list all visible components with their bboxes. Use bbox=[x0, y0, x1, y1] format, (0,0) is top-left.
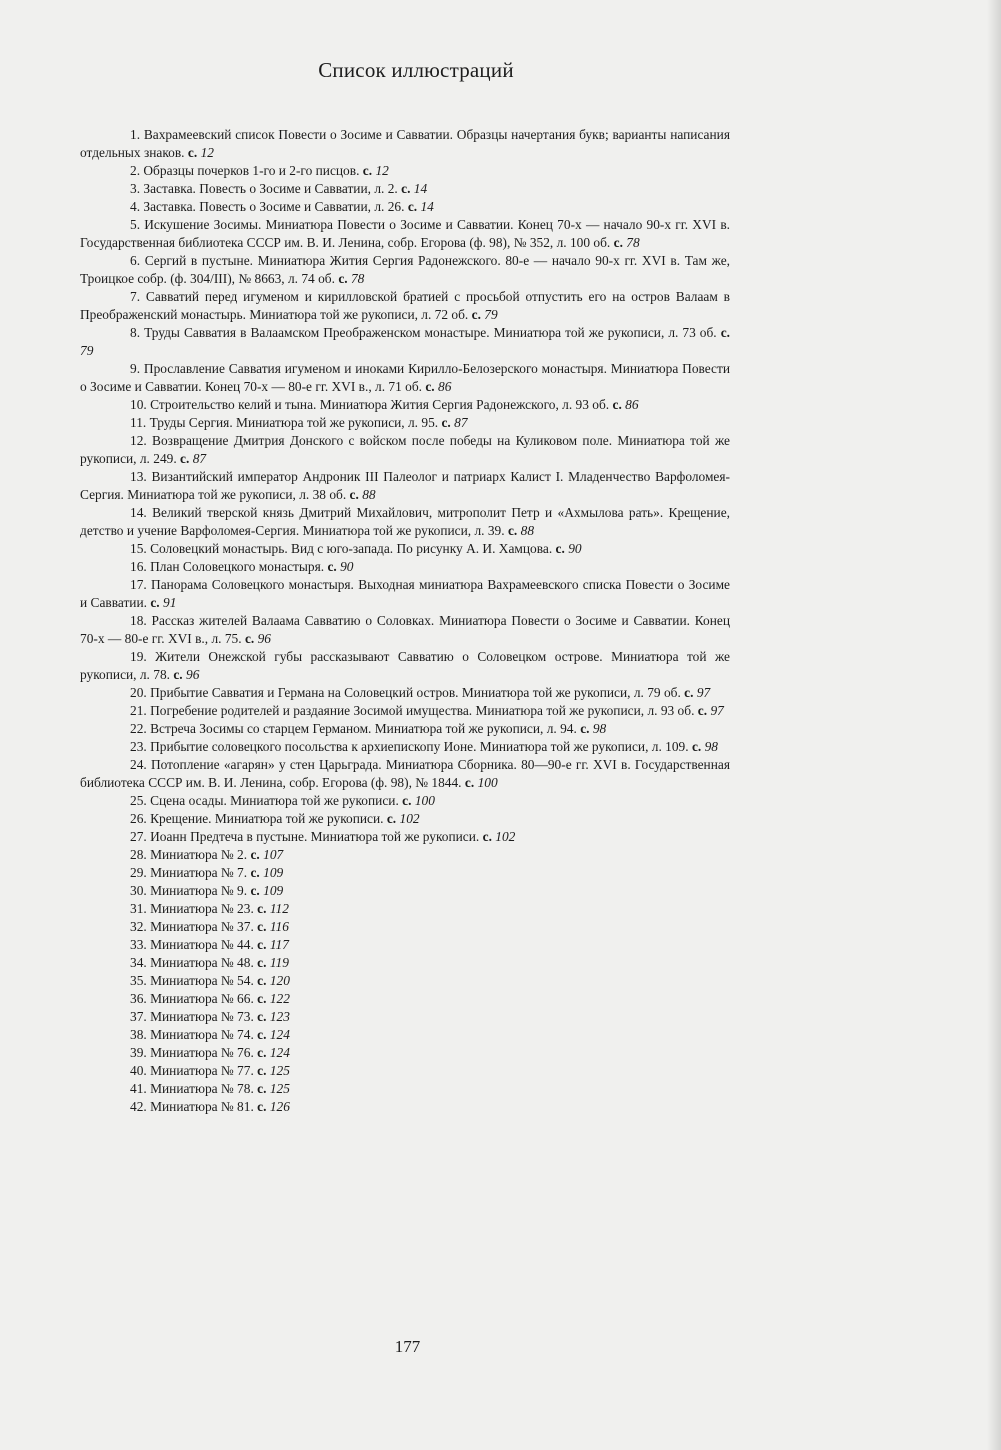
list-item bbox=[80, 432, 730, 468]
list-item bbox=[80, 990, 730, 1008]
item-page-number: 88 bbox=[362, 487, 376, 502]
list-item bbox=[80, 504, 730, 540]
list-item bbox=[80, 360, 730, 396]
list-item bbox=[80, 882, 730, 900]
item-page-prefix: с. bbox=[244, 631, 255, 646]
item-page-number: 117 bbox=[269, 937, 289, 952]
item-page-number: 14 bbox=[413, 181, 428, 196]
item-page-prefix: с. bbox=[257, 1081, 267, 1096]
list-item bbox=[80, 918, 730, 936]
item-text: 20. Прибытие Савватия и Германа на Соловецкий остров. Миниатюра той же рукописи, л. 79 об. bbox=[130, 685, 681, 700]
list-item bbox=[80, 180, 730, 198]
item-page-prefix: с. bbox=[257, 1099, 267, 1114]
item-text: 25. Сцена осады. Миниатюра той же рукописи. bbox=[130, 793, 399, 808]
item-page-prefix: с. bbox=[173, 667, 183, 682]
item-page-prefix: с. bbox=[257, 1027, 267, 1042]
item-page-number: 126 bbox=[269, 1099, 290, 1114]
item-page-prefix: с. bbox=[362, 163, 373, 178]
item-page-prefix: с. bbox=[471, 307, 481, 322]
item-page-prefix: с. bbox=[580, 721, 590, 736]
item-page-number: 102 bbox=[495, 829, 516, 844]
list-item bbox=[80, 1044, 730, 1062]
item-text: 17. Панорама Соловецкого монастыря. Выходная миниатюра Вахрамеевского списка Повести о Зосиме и Савватии. bbox=[80, 577, 730, 610]
item-text: 32. Миниатюра № 37. bbox=[130, 919, 254, 934]
list-item bbox=[80, 540, 730, 558]
list-item bbox=[80, 414, 730, 432]
item-page-number: 12 bbox=[200, 145, 214, 160]
item-page-prefix: с. bbox=[250, 883, 260, 898]
item-page-number: 123 bbox=[269, 1009, 290, 1024]
list-item bbox=[80, 1080, 730, 1098]
item-text: 12. Возвращение Дмитрия Донского с войском после победы на Куликовом поле. Миниатюра той же рукописи, л. 249. bbox=[80, 433, 730, 466]
list-item bbox=[80, 1098, 730, 1116]
item-page-number: 97 bbox=[696, 685, 711, 700]
item-text: 8. Труды Савватия в Валаамском Преображенском монастыре. Миниатюра той же рукописи, л. 73 об. bbox=[130, 325, 717, 340]
item-page-prefix: с. bbox=[507, 523, 518, 538]
item-text: 6. Сергий в пустыне. Миниатюра Жития Сергия Радонежского. 80-е — начало 90-х гг. XVI в. Там же, Троицкое собр. (ф. 304/III), № 8663, л. 74 об. bbox=[80, 253, 730, 286]
item-text: 18. Рассказ жителей Валаама Савватию о Соловках. Миниатюра Повести о Зосиме и Савватии. Конец 70-х — 80-е гг. XVI в., л. 75. bbox=[80, 613, 730, 646]
list-item bbox=[80, 468, 730, 504]
item-page-prefix: с. bbox=[482, 829, 492, 844]
item-text: 9. Прославление Савватия игуменом и иноками Кирилло-Белозерского монастыря. Миниатюра Повести о Зосиме и Савватии. Конец 70-х — 80-е гг. XVI в., л. 71 об. bbox=[80, 361, 730, 394]
item-text: 26. Крещение. Миниатюра той же рукописи. bbox=[130, 811, 384, 826]
item-text: 14. Великий тверской князь Дмитрий Михайлович, митрополит Петр и «Ахмылова рать». Крещение, детство и учение Варфоломея-Сергия. Миниатюра той же рукописи, л. 39. bbox=[80, 505, 730, 538]
item-text: 34. Миниатюра № 48. bbox=[130, 955, 254, 970]
item-page-prefix: с. bbox=[684, 685, 694, 700]
item-page-number: 120 bbox=[269, 973, 290, 988]
item-page-prefix: с. bbox=[338, 271, 348, 286]
list-item bbox=[80, 756, 730, 792]
item-text: 13. Византийский император Андроник III Палеолог и патриарх Калист I. Младенчество Варфоломея-Сергия. Миниатюра той же рукописи, л. 38 об. bbox=[80, 469, 730, 502]
item-text: 40. Миниатюра № 77. bbox=[130, 1063, 254, 1078]
list-item bbox=[80, 162, 730, 180]
item-text: 4. Заставка. Повесть о Зосиме и Савватии, л. 26. bbox=[130, 199, 405, 214]
list-item bbox=[80, 324, 730, 360]
item-page-number: 88 bbox=[520, 523, 535, 538]
item-page-prefix: с. bbox=[327, 559, 337, 574]
item-text: 15. Соловецкий монастырь. Вид с юго-запада. По рисунку А. И. Хамцова. bbox=[130, 541, 553, 556]
item-page-prefix: с. bbox=[401, 181, 411, 196]
item-text: 41. Миниатюра № 78. bbox=[130, 1081, 254, 1096]
list-item bbox=[80, 576, 730, 612]
item-page-prefix: с. bbox=[386, 811, 397, 826]
item-page-prefix: с. bbox=[180, 451, 190, 466]
list-item bbox=[80, 648, 730, 684]
list-item bbox=[80, 720, 730, 738]
item-page-number: 12 bbox=[375, 163, 389, 178]
item-page-prefix: с. bbox=[257, 937, 267, 952]
item-page-number: 91 bbox=[163, 595, 177, 610]
item-page-prefix: с. bbox=[691, 739, 702, 754]
page-edge-shadow bbox=[987, 0, 1001, 1450]
item-page-number: 109 bbox=[263, 865, 284, 880]
item-page-number: 119 bbox=[269, 955, 289, 970]
item-text: 21. Погребение родителей и раздаяние Зосимой имущества. Миниатюра той же рукописи, л. 93 об. bbox=[130, 703, 695, 718]
item-page-number: 116 bbox=[269, 919, 289, 934]
item-page-prefix: с. bbox=[402, 793, 412, 808]
item-page-number: 86 bbox=[625, 397, 639, 412]
item-page-prefix: с. bbox=[257, 991, 267, 1006]
item-page-prefix: с. bbox=[613, 235, 623, 250]
list-item bbox=[80, 1062, 730, 1080]
item-text: 22. Встреча Зосимы со старцем Германом. Миниатюра той же рукописи, л. 94. bbox=[130, 721, 577, 736]
list-item bbox=[80, 828, 730, 846]
illustration-list bbox=[80, 126, 730, 1116]
list-item bbox=[80, 792, 730, 810]
list-item bbox=[80, 684, 730, 702]
list-item bbox=[80, 1026, 730, 1044]
list-item bbox=[80, 864, 730, 882]
item-page-prefix: с. bbox=[187, 145, 198, 160]
item-page-prefix: с. bbox=[257, 955, 267, 970]
item-text: 24. Потопление «агарян» у стен Царьграда. Миниатюра Сборника. 80—90-е гг. XVI в. Государственная библиотека СССР им. В. И. Ленина, собр. Егорова (ф. 98), № 1844. bbox=[80, 757, 730, 790]
item-page-prefix: с. bbox=[441, 415, 451, 430]
item-page-number: 112 bbox=[269, 901, 289, 916]
item-page-prefix: с. bbox=[257, 973, 267, 988]
item-page-number: 98 bbox=[592, 721, 607, 736]
item-page-prefix: с. bbox=[250, 847, 260, 862]
list-item bbox=[80, 252, 730, 288]
item-page-prefix: с. bbox=[257, 1009, 267, 1024]
item-page-number: 97 bbox=[710, 703, 724, 718]
item-page-number: 100 bbox=[414, 793, 435, 808]
item-text: 2. Образцы почерков 1-го и 2-го писцов. bbox=[130, 163, 360, 178]
item-page-number: 87 bbox=[454, 415, 468, 430]
item-text: 33. Миниатюра № 44. bbox=[130, 937, 254, 952]
item-page-prefix: с. bbox=[612, 397, 622, 412]
item-text: 30. Миниатюра № 9. bbox=[130, 883, 248, 898]
item-text: 35. Миниатюра № 54. bbox=[130, 973, 254, 988]
item-page-number: 86 bbox=[438, 379, 452, 394]
list-item bbox=[80, 612, 730, 648]
list-item bbox=[80, 1008, 730, 1026]
item-text: 38. Миниатюра № 74. bbox=[130, 1027, 254, 1042]
item-text: 39. Миниатюра № 76. bbox=[130, 1045, 254, 1060]
list-item bbox=[80, 126, 730, 162]
item-page-prefix: с. bbox=[257, 1063, 267, 1078]
item-page-number: 102 bbox=[399, 811, 420, 826]
item-page-prefix: с. bbox=[150, 595, 160, 610]
page-title: Список иллюстраций bbox=[318, 58, 514, 82]
item-text: 16. План Соловецкого монастыря. bbox=[130, 559, 325, 574]
item-text: 37. Миниатюра № 73. bbox=[130, 1009, 254, 1024]
list-item bbox=[80, 810, 730, 828]
item-page-number: 98 bbox=[704, 739, 718, 754]
list-item bbox=[80, 972, 730, 990]
item-page-prefix: с. bbox=[407, 199, 418, 214]
item-text: 3. Заставка. Повесть о Зосиме и Савватии, л. 2. bbox=[130, 181, 398, 196]
list-item bbox=[80, 954, 730, 972]
item-page-number: 124 bbox=[269, 1045, 290, 1060]
list-item bbox=[80, 900, 730, 918]
item-page-number: 90 bbox=[568, 541, 582, 556]
item-page-number: 125 bbox=[269, 1081, 290, 1096]
item-text: 36. Миниатюра № 66. bbox=[130, 991, 254, 1006]
list-item bbox=[80, 936, 730, 954]
item-page-prefix: с. bbox=[257, 901, 267, 916]
item-text: 5. Искушение Зосимы. Миниатюра Повести о Зосиме и Савватии. Конец 70-х — начало 90-х гг. XVI в. Государственная библиотека СССР им. В. И. Ленина, собр. Егорова (ф. 98), № 352, л. 100 об. bbox=[80, 217, 730, 250]
list-item bbox=[80, 288, 730, 324]
list-item bbox=[80, 702, 730, 720]
page-number: 177 bbox=[394, 1337, 421, 1356]
list-item bbox=[80, 198, 730, 216]
item-page-prefix: с. bbox=[697, 703, 708, 718]
item-text: 27. Иоанн Предтеча в пустыне. Миниатюра той же рукописи. bbox=[130, 829, 480, 844]
item-page-number: 87 bbox=[192, 451, 207, 466]
list-item bbox=[80, 216, 730, 252]
item-page-prefix: с. bbox=[257, 919, 267, 934]
item-page-number: 78 bbox=[626, 235, 640, 250]
item-page-number: 79 bbox=[484, 307, 498, 322]
item-text: 28. Миниатюра № 2. bbox=[130, 847, 248, 862]
item-page-number: 96 bbox=[257, 631, 271, 646]
item-text: 31. Миниатюра № 23. bbox=[130, 901, 254, 916]
item-page-number: 107 bbox=[263, 847, 284, 862]
item-page-prefix: с. bbox=[720, 325, 730, 340]
item-text: 7. Савватий перед игуменом и кирилловской братией с просьбой отпустить его на остров Валаам в Преображенский монастырь. Миниатюра той же рукописи, л. 72 об. bbox=[80, 289, 730, 322]
item-text: 42. Миниатюра № 81. bbox=[130, 1099, 254, 1114]
list-item bbox=[80, 738, 730, 756]
item-page-number: 96 bbox=[186, 667, 200, 682]
list-item bbox=[80, 396, 730, 414]
item-page-number: 79 bbox=[80, 343, 94, 358]
item-page-number: 122 bbox=[269, 991, 290, 1006]
item-text: 11. Труды Сергия. Миниатюра той же рукописи, л. 95. bbox=[130, 415, 439, 430]
item-text: 29. Миниатюра № 7. bbox=[130, 865, 248, 880]
item-page-number: 125 bbox=[269, 1063, 290, 1078]
item-text: 1. Вахрамеевский список Повести о Зосиме и Савватии. Образцы начертания букв; варианты написания отдельных знаков. bbox=[80, 127, 730, 160]
list-item bbox=[80, 846, 730, 864]
item-page-prefix: с. bbox=[349, 487, 359, 502]
item-page-number: 100 bbox=[477, 775, 498, 790]
item-text: 23. Прибытие соловецкого посольства к архиепископу Ионе. Миниатюра той же рукописи, л. 109. bbox=[130, 739, 689, 754]
item-page-number: 124 bbox=[269, 1027, 290, 1042]
item-page-number: 90 bbox=[340, 559, 354, 574]
item-text: 19. Жители Онежской губы рассказывают Савватию о Соловецком острове. Миниатюра той же рукописи, л. 78. bbox=[80, 649, 730, 682]
item-page-number: 78 bbox=[350, 271, 365, 286]
item-page-prefix: с. bbox=[425, 379, 435, 394]
item-page-number: 14 bbox=[420, 199, 434, 214]
item-page-prefix: с. bbox=[555, 541, 565, 556]
item-page-prefix: с. bbox=[464, 775, 475, 790]
item-page-prefix: с. bbox=[250, 865, 260, 880]
list-item bbox=[80, 558, 730, 576]
item-page-number: 109 bbox=[263, 883, 284, 898]
item-text: 10. Строительство келий и тына. Миниатюра Жития Сергия Радонежского, л. 93 об. bbox=[130, 397, 610, 412]
item-page-prefix: с. bbox=[257, 1045, 267, 1060]
